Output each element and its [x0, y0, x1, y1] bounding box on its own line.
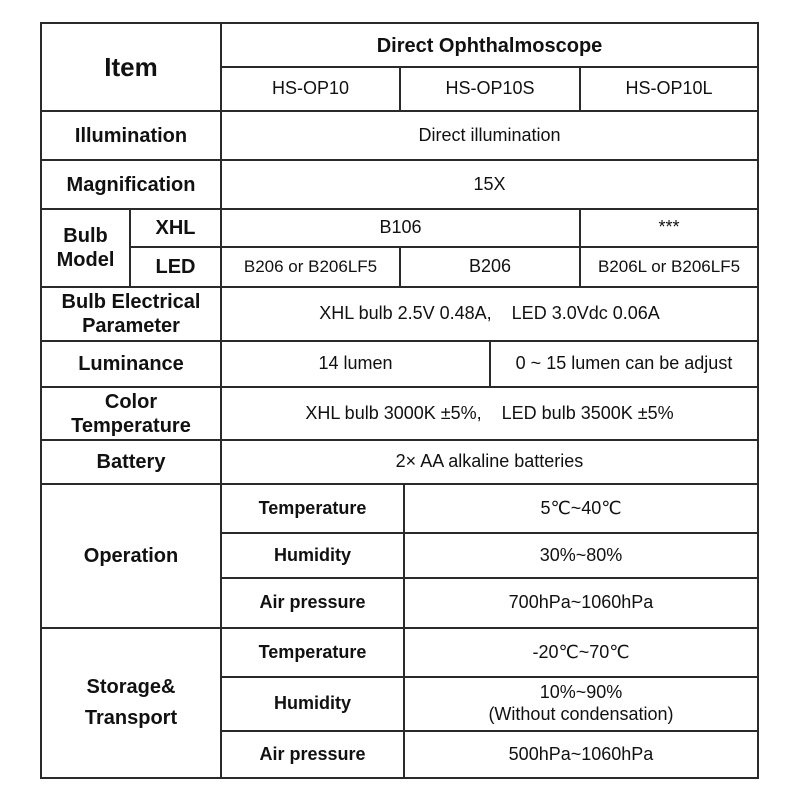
battery-value: 2× AA alkaline batteries: [395, 451, 584, 472]
bulb-electrical-label-line1: Bulb Electrical: [61, 291, 201, 313]
xhl-label: XHL: [155, 217, 196, 239]
storage-temperature-label: Temperature: [258, 641, 367, 662]
operation-humidity-label: Humidity: [273, 544, 351, 565]
xhl-value-b106: B106: [379, 217, 422, 238]
operation-temperature-label: Temperature: [258, 497, 367, 518]
led-label: LED: [155, 256, 196, 278]
storage-humidity-value-line1: 10%~90%: [539, 682, 623, 703]
operation-humidity-value: 30%~80%: [539, 544, 623, 565]
color-temperature-label-line2: Temperature: [71, 414, 191, 437]
storage-label-line1: Storage&: [86, 676, 176, 698]
model-hs-op10l: HS-OP10L: [625, 78, 713, 99]
led-value-hs-op10s: B206: [468, 256, 512, 277]
storage-humidity-value-line2: (Without condensation): [488, 704, 674, 724]
model-hs-op10s: HS-OP10S: [445, 78, 535, 99]
bulb-electrical-label-line2: Parameter: [82, 315, 180, 337]
bulb-model-label: [42, 210, 129, 286]
luminance-label: Luminance: [78, 353, 184, 375]
color-temperature-label-line1: Color: [104, 390, 158, 413]
operation-air-pressure-label: Air pressure: [259, 592, 366, 613]
spec-table: [40, 22, 759, 779]
luminance-value-fixed: 14 lumen: [318, 353, 393, 374]
storage-air-pressure-label: Air pressure: [259, 743, 366, 764]
magnification-value: 15X: [473, 173, 506, 194]
luminance-value-adjustable: 0 ~ 15 lumen can be adjust: [515, 353, 733, 374]
product-title: Direct Ophthalmoscope: [376, 34, 603, 57]
storage-humidity-label: Humidity: [273, 693, 351, 714]
led-value-hs-op10: B206 or B206LF5: [243, 256, 378, 276]
operation-air-pressure-value: 700hPa~1060hPa: [508, 592, 654, 613]
storage-label-line2: Transport: [84, 707, 178, 729]
magnification-label: Magnification: [66, 173, 196, 196]
led-value-hs-op10l: B206L or B206LF5: [597, 256, 741, 276]
color-temperature-label: [42, 388, 220, 439]
illumination-label: Illumination: [74, 124, 188, 147]
operation-temperature-value: 5℃~40℃: [540, 497, 622, 518]
model-hs-op10: HS-OP10: [271, 78, 350, 99]
illumination-value: Direct illumination: [418, 124, 561, 145]
bulb-model-label-line2: Model: [56, 249, 115, 271]
xhl-value-none: ***: [658, 217, 680, 238]
operation-label: Operation: [83, 545, 179, 567]
item-header: Item: [104, 52, 158, 83]
bulb-electrical-label: [42, 288, 220, 340]
storage-air-pressure-value: 500hPa~1060hPa: [508, 743, 654, 764]
storage-label: [42, 629, 220, 777]
storage-humidity-value: [405, 678, 757, 730]
storage-temperature-value: -20℃~70℃: [532, 641, 630, 662]
bulb-model-label-line1: Bulb: [63, 225, 108, 247]
battery-label: Battery: [96, 451, 166, 473]
color-temperature-value: XHL bulb 3000K ±5%, LED bulb 3500K ±5%: [305, 402, 674, 423]
bulb-electrical-value: XHL bulb 2.5V 0.48A, LED 3.0Vdc 0.06A: [319, 303, 660, 324]
